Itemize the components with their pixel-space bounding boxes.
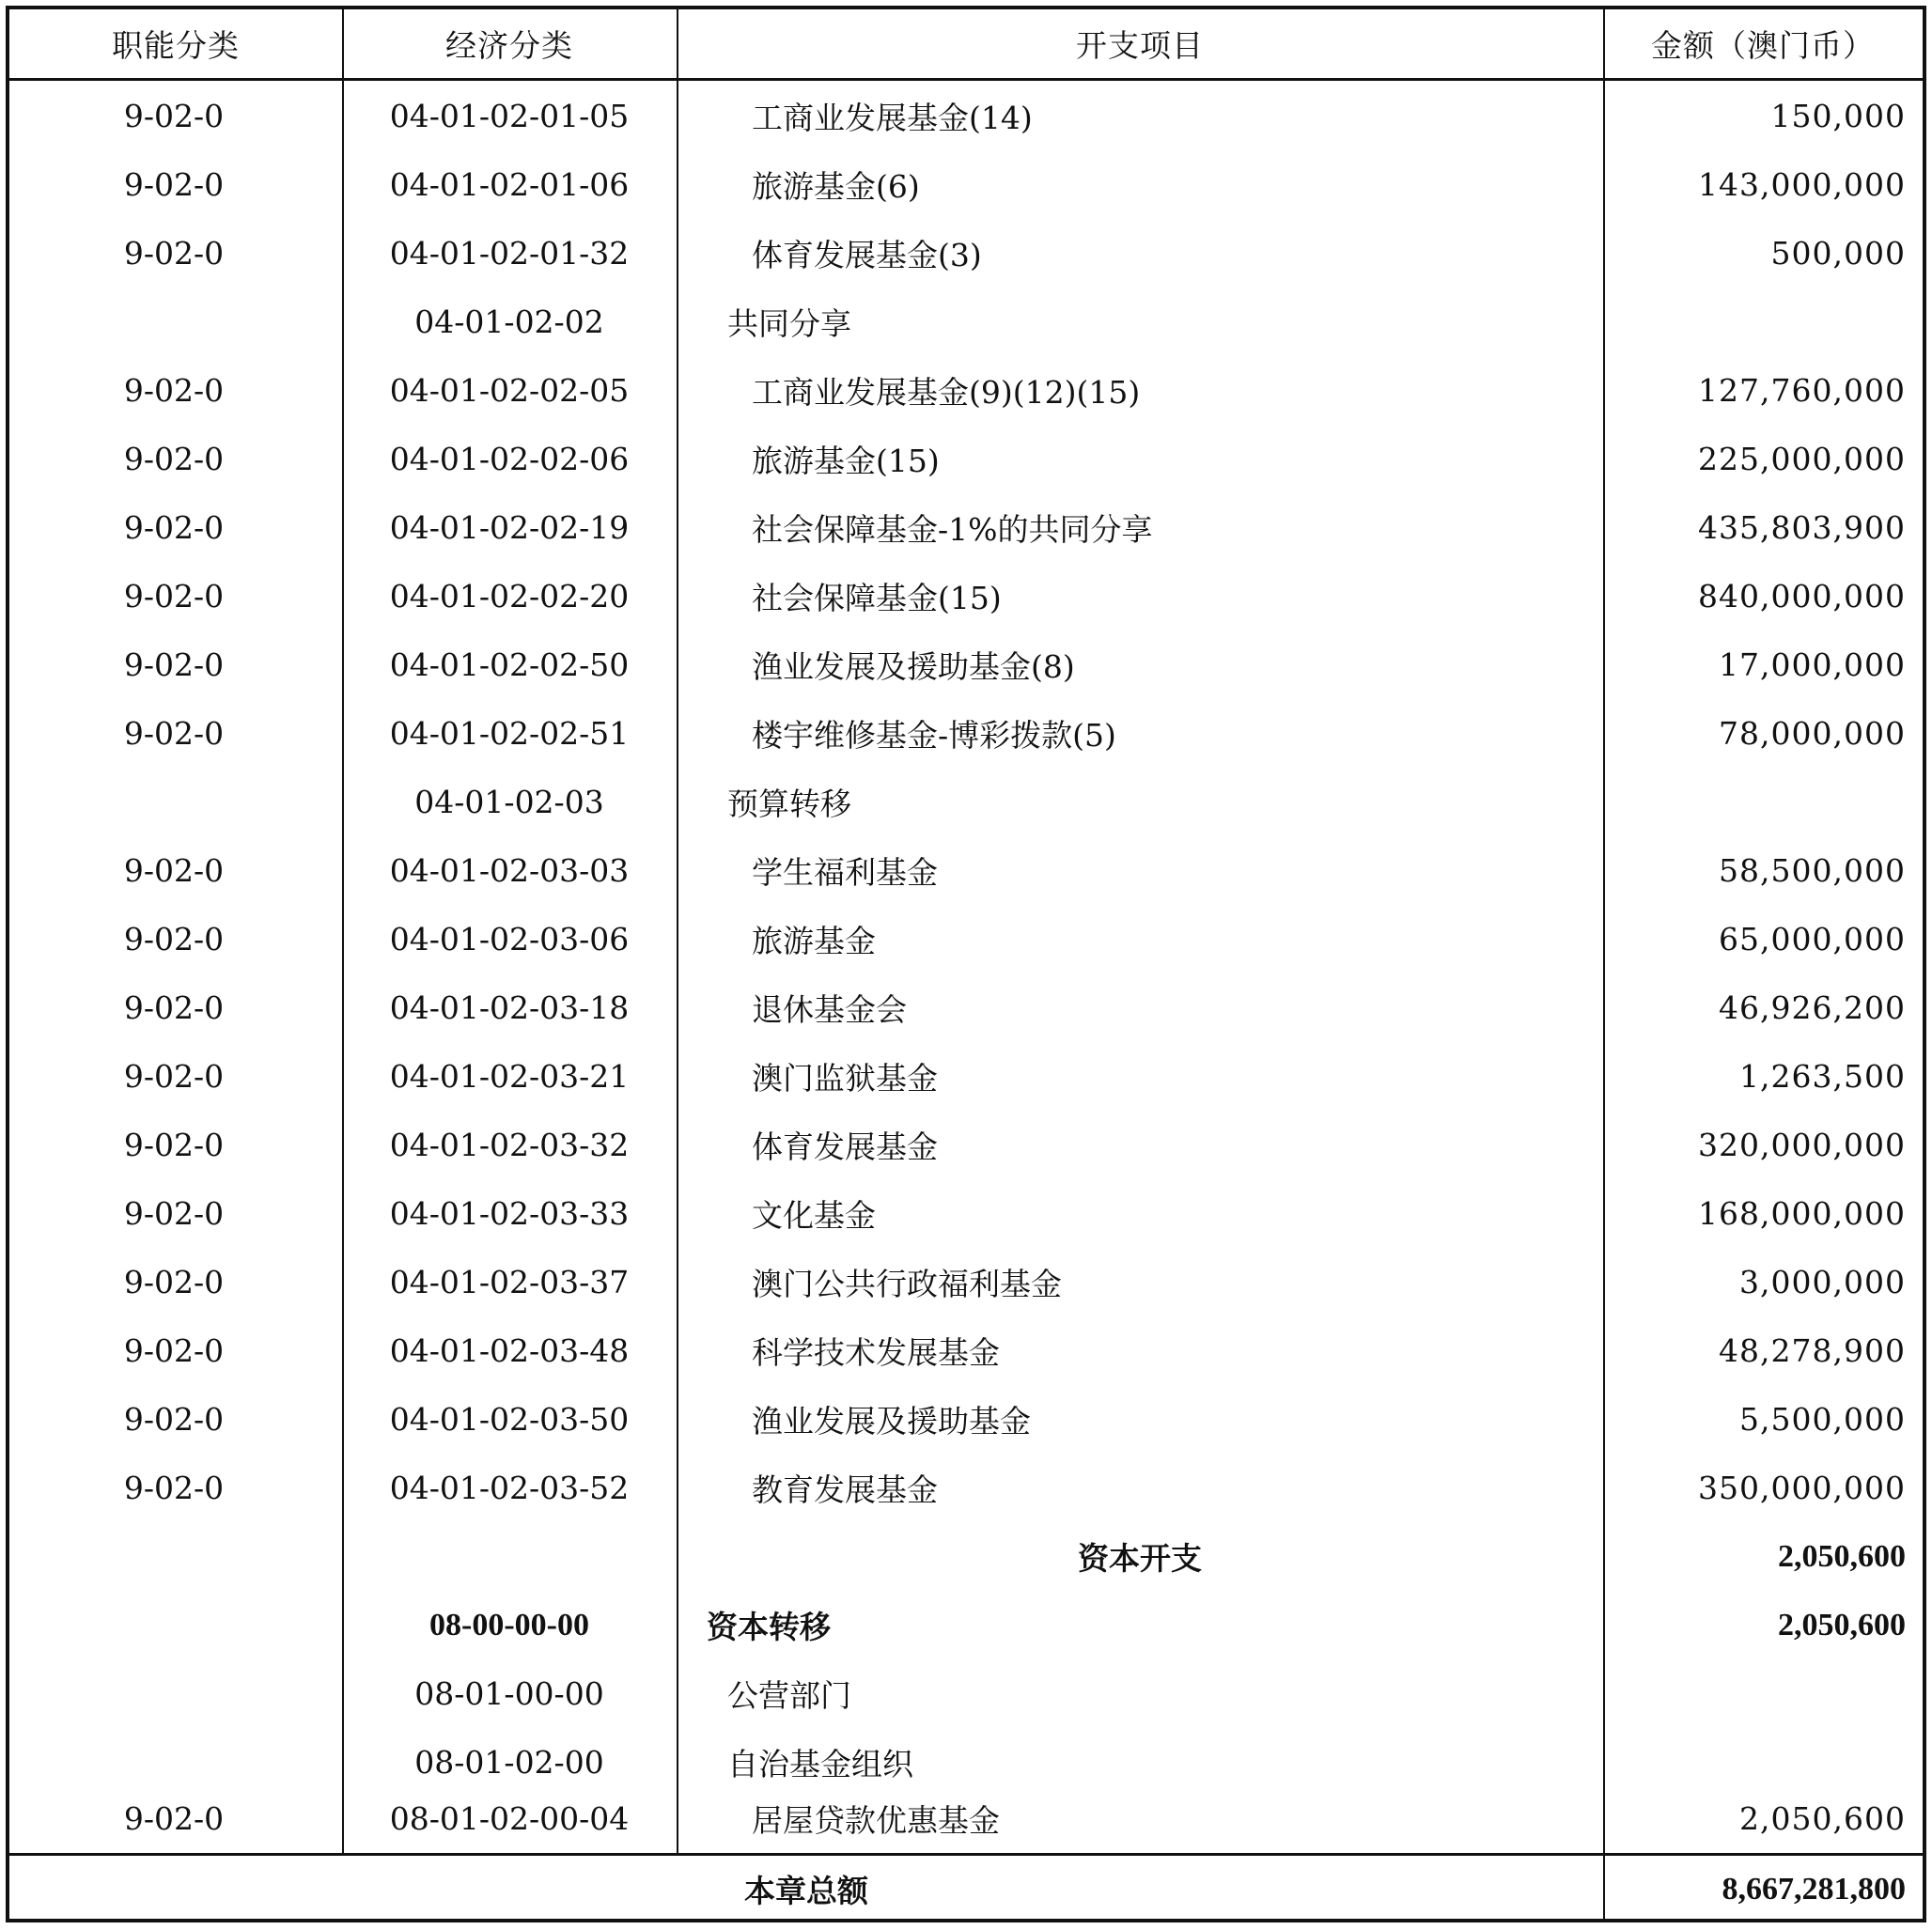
table-row	[9, 288, 1923, 356]
table-row	[9, 1784, 1923, 1853]
amount: 320,000,000	[1698, 1127, 1906, 1163]
amount: 840,000,000	[1698, 578, 1906, 615]
item-name: 工商业发展基金(14)	[752, 100, 1033, 136]
table-header	[9, 9, 1923, 78]
item-name: 旅游基金	[752, 923, 876, 959]
functional-code: 9-02-0	[123, 921, 225, 957]
economic-code: 04-01-02-02-19	[389, 509, 630, 546]
economic-code: 04-01-02-02-51	[389, 715, 630, 752]
amount: 3,000,000	[1739, 1264, 1906, 1300]
economic-code: 08-01-02-00	[414, 1744, 604, 1781]
item-name: 自治基金组织	[727, 1746, 913, 1782]
table-row	[9, 562, 1923, 630]
amount: 5,500,000	[1739, 1401, 1906, 1438]
functional-code: 9-02-0	[123, 1332, 225, 1369]
item-name: 渔业发展及援助基金(8)	[752, 648, 1075, 685]
functional-code: 9-02-0	[123, 98, 225, 134]
economic-code: 04-01-02-01-06	[389, 166, 630, 203]
economic-code: 04-01-02-02-50	[389, 646, 630, 683]
item-name: 科学技术发展基金	[752, 1334, 1000, 1371]
header-functional: 职能分类	[112, 27, 240, 64]
table-row	[9, 630, 1923, 699]
economic-code: 04-01-02-01-05	[389, 98, 630, 134]
functional-code: 9-02-0	[123, 1195, 225, 1232]
economic-code: 04-01-02-01-32	[389, 235, 630, 272]
economic-code: 08-01-00-00	[414, 1675, 604, 1712]
amount: 143,000,000	[1698, 166, 1906, 203]
functional-code: 9-02-0	[123, 235, 225, 272]
functional-code	[9, 288, 342, 356]
functional-code: 9-02-0	[123, 1800, 225, 1837]
functional-code: 9-02-0	[123, 989, 225, 1026]
header-rule	[9, 78, 1923, 81]
header-item: 开支项目	[1076, 27, 1204, 64]
total-row	[9, 1856, 1923, 1922]
table-row	[9, 1659, 1923, 1728]
functional-code: 9-02-0	[123, 1058, 225, 1095]
table-row	[9, 1111, 1923, 1179]
table-row	[9, 1042, 1923, 1111]
item-name: 楼宇维修基金-博彩拨款(5)	[752, 717, 1116, 754]
table-row	[9, 905, 1923, 973]
header-amount: 金额（澳门币）	[1651, 27, 1875, 64]
amount: 48,278,900	[1719, 1332, 1906, 1369]
budget-table	[6, 6, 1926, 1922]
item-name: 公营部门	[727, 1677, 851, 1714]
amount: 127,760,000	[1698, 372, 1906, 409]
amount: 150,000	[1770, 98, 1906, 134]
item-name: 教育发展基金	[752, 1471, 938, 1508]
amount: 225,000,000	[1698, 441, 1906, 477]
table-row	[9, 973, 1923, 1042]
economic-code: 04-01-02-02	[414, 304, 604, 340]
functional-code	[9, 1659, 342, 1728]
economic-code: 04-01-02-03-18	[389, 989, 630, 1026]
economic-code: 04-01-02-03-52	[389, 1470, 630, 1506]
functional-code: 9-02-0	[123, 372, 225, 409]
table-row	[9, 699, 1923, 768]
table-row	[9, 219, 1923, 288]
item-name: 资本开支	[1078, 1540, 1202, 1577]
amount	[1603, 288, 1923, 356]
table-row	[9, 1385, 1923, 1454]
economic-code: 08-00-00-00	[429, 1607, 589, 1642]
item-name: 预算转移	[727, 786, 851, 822]
economic-code: 04-01-02-03-48	[389, 1332, 630, 1369]
economic-code: 04-01-02-03-33	[389, 1195, 630, 1232]
functional-code: 9-02-0	[123, 441, 225, 477]
economic-code: 04-01-02-02-06	[389, 441, 630, 477]
table-row	[9, 1248, 1923, 1316]
functional-code: 9-02-0	[123, 1470, 225, 1506]
item-name: 工商业发展基金(9)(12)(15)	[752, 374, 1141, 411]
amount: 2,050,600	[1778, 1607, 1906, 1642]
amount: 17,000,000	[1719, 646, 1906, 683]
amount: 65,000,000	[1719, 921, 1906, 957]
table-row	[9, 1316, 1923, 1385]
amount: 2,050,600	[1739, 1800, 1906, 1837]
functional-code: 9-02-0	[123, 646, 225, 683]
functional-code: 9-02-0	[123, 1264, 225, 1300]
table-row	[9, 150, 1923, 219]
amount: 435,803,900	[1698, 509, 1906, 546]
economic-code: 04-01-02-03-50	[389, 1401, 630, 1438]
subtotal-row	[9, 1522, 1923, 1591]
amount	[1603, 768, 1923, 836]
table-row	[9, 356, 1923, 425]
functional-code: 9-02-0	[123, 578, 225, 615]
item-name: 体育发展基金	[752, 1128, 938, 1165]
amount: 350,000,000	[1698, 1470, 1906, 1506]
amount: 1,263,500	[1739, 1058, 1906, 1095]
item-name: 旅游基金(6)	[752, 168, 920, 205]
table-row	[9, 836, 1923, 905]
economic-code: 04-01-02-02-05	[389, 372, 630, 409]
economic-code: 04-01-02-03	[414, 784, 604, 820]
item-name: 渔业发展及援助基金	[752, 1403, 1031, 1440]
item-name: 文化基金	[752, 1197, 876, 1234]
economic-code: 04-01-02-03-37	[389, 1264, 630, 1300]
table-row	[9, 493, 1923, 562]
functional-code	[9, 1591, 342, 1659]
item-name: 澳门公共行政福利基金	[752, 1266, 1062, 1302]
item-name: 资本转移	[707, 1609, 831, 1645]
economic-code: 04-01-02-02-20	[389, 578, 630, 615]
amount: 58,500,000	[1719, 852, 1906, 889]
table-row	[9, 768, 1923, 836]
economic-code: 08-01-02-00-04	[389, 1800, 630, 1837]
functional-code: 9-02-0	[123, 852, 225, 889]
functional-code	[9, 768, 342, 836]
table-row	[9, 425, 1923, 493]
economic-code	[342, 1522, 677, 1591]
functional-code: 9-02-0	[123, 1401, 225, 1438]
table-row	[9, 82, 1923, 150]
item-name: 学生福利基金	[752, 854, 938, 891]
item-name: 居屋贷款优惠基金	[752, 1802, 1000, 1839]
item-name: 共同分享	[727, 305, 851, 342]
item-name: 退休基金会	[752, 991, 907, 1028]
amount: 78,000,000	[1719, 715, 1906, 752]
amount: 168,000,000	[1698, 1195, 1906, 1232]
economic-code: 04-01-02-03-03	[389, 852, 630, 889]
economic-code: 04-01-02-03-06	[389, 921, 630, 957]
table-row	[9, 1179, 1923, 1248]
total-label: 本章总额	[744, 1873, 868, 1909]
economic-code: 04-01-02-03-21	[389, 1058, 630, 1095]
amount	[1603, 1659, 1923, 1728]
header-economic: 经济分类	[445, 27, 573, 64]
item-name: 社会保障基金(15)	[752, 580, 1002, 616]
item-name: 社会保障基金-1%的共同分享	[752, 511, 1153, 548]
functional-code: 9-02-0	[123, 715, 225, 752]
table-row	[9, 1454, 1923, 1522]
item-name: 旅游基金(15)	[752, 443, 940, 479]
functional-code	[9, 1522, 342, 1591]
amount: 2,050,600	[1778, 1538, 1906, 1574]
amount: 46,926,200	[1719, 989, 1906, 1026]
subtotal-row	[9, 1591, 1923, 1659]
functional-code: 9-02-0	[123, 166, 225, 203]
economic-code: 04-01-02-03-32	[389, 1127, 630, 1163]
total-amount: 8,667,281,800	[1722, 1871, 1906, 1907]
amount: 500,000	[1770, 235, 1906, 272]
item-name: 澳门监狱基金	[752, 1060, 938, 1097]
functional-code: 9-02-0	[123, 1127, 225, 1163]
item-name: 体育发展基金(3)	[752, 237, 982, 273]
functional-code: 9-02-0	[123, 509, 225, 546]
